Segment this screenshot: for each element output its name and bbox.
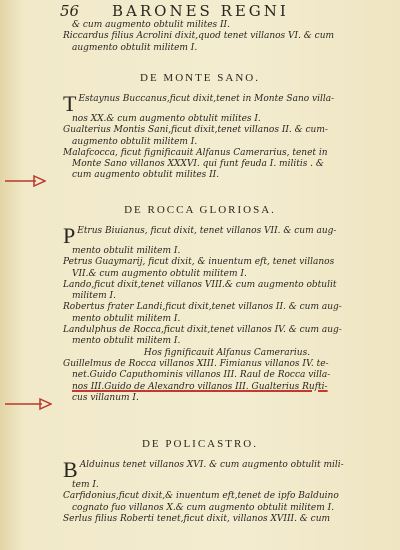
section-title-monte-sano: DE MONTE SANO. — [140, 72, 260, 84]
text-line: Gualterius Montis Sani,ficut dixit,tenet villanos II. & cum- — [63, 125, 328, 136]
text-line: cum augmento obtulit milites II. — [72, 170, 220, 181]
text-line: Serlus filius Roberti tenet,ficut dixit, villanos XVIII. & cum — [63, 513, 331, 524]
section-body-rocca-gloriosa — [63, 226, 391, 404]
text-line: Lando,ficut dixit,tenet villanos VIII.& cum augmento obtulit — [63, 279, 337, 290]
text-line: augmento obtulit militem I. — [72, 42, 198, 53]
text-line: Malafcocca, ficut fignificauit Alfanus Camerarius, tenet in — [63, 147, 328, 158]
text-line — [63, 226, 391, 246]
section-body-policastro — [63, 460, 391, 525]
text-line: cognato fuo villanos X.& cum augmento obtulit militem I. — [72, 502, 335, 513]
margin-arrow-icon — [4, 397, 52, 411]
text-line-content: Estaynus Buccanus,ficut dixit,tenet in Monte Sano villa- — [78, 94, 335, 104]
text-line — [63, 460, 391, 480]
text-line: militem I. — [72, 291, 116, 302]
drop-cap: P — [63, 226, 76, 246]
continuation-block — [63, 20, 391, 54]
text-line: Riccardus filius Acrolini dixit,quod tenet villanos VI. & cum — [63, 31, 335, 42]
text-line: Petrus Guaymarij, ficut dixit, & inuentum eft, tenet villanos — [63, 257, 335, 268]
section-title-policastro: DE POLICASTRO. — [141, 438, 258, 450]
text-line: net.Guido Caputhominis villanos III. Raul de Rocca villa- — [72, 370, 331, 381]
text-line: tem I. — [72, 480, 99, 490]
text-line: cus villanum I. — [72, 392, 139, 403]
text-line: mento obtulit militem I. — [72, 313, 181, 324]
text-line: VII.& cum augmento obtulit militem I. — [72, 268, 247, 279]
page-number: 56 — [60, 2, 80, 20]
text-line: Landulphus de Rocca,ficut dixit,tenet villanos IV. & cum aug- — [63, 325, 342, 336]
drop-cap: B — [63, 460, 78, 480]
text-line — [63, 94, 391, 114]
drop-cap: T — [63, 94, 77, 114]
running-head: BARONES REGNI — [112, 2, 289, 20]
text-line: Monte Sano villanos XXXVI. qui funt feuda I. militis . & — [72, 159, 324, 170]
text-line: & cum augmento obtulit milites II. — [72, 20, 230, 30]
text-line: mento obtulit militem I. — [72, 246, 181, 256]
text-line: Carfidonius,ficut dixit,& inuentum eft,tenet de ipfo Balduino — [63, 491, 339, 502]
text-line: mento obtulit militem I. — [72, 336, 181, 347]
page-header — [60, 2, 394, 20]
section-title-rocca-gloriosa: DE ROCCA GLORIOSA. — [124, 204, 276, 216]
text-line: Guillelmus de Rocca villanos XIII. Fimianus villanos IV. te- — [63, 358, 329, 369]
text-line-underlined: nos III.Guido de Alexandro villanos III. Gualterius Rufti- — [72, 381, 328, 392]
text-line-content: Etrus Biuianus, ficut dixit, tenet villanos VII. & cum aug- — [77, 226, 337, 236]
text-line-content: Alduinus tenet villanos XVI. & cum augmento obtulit mili- — [79, 460, 344, 470]
section-body-monte-sano — [63, 94, 391, 182]
text-line: nos XX.& cum augmento obtulit milites I. — [72, 114, 261, 124]
text-line: augmento obtulit militem I. — [72, 136, 198, 147]
margin-arrow-icon — [4, 173, 46, 189]
text-line: Robertus frater Landi,ficut dixit,tenet villanos II. & cum aug- — [63, 302, 342, 313]
text-line: Hos fignificauit Alfanus Camerarius. — [143, 347, 311, 358]
